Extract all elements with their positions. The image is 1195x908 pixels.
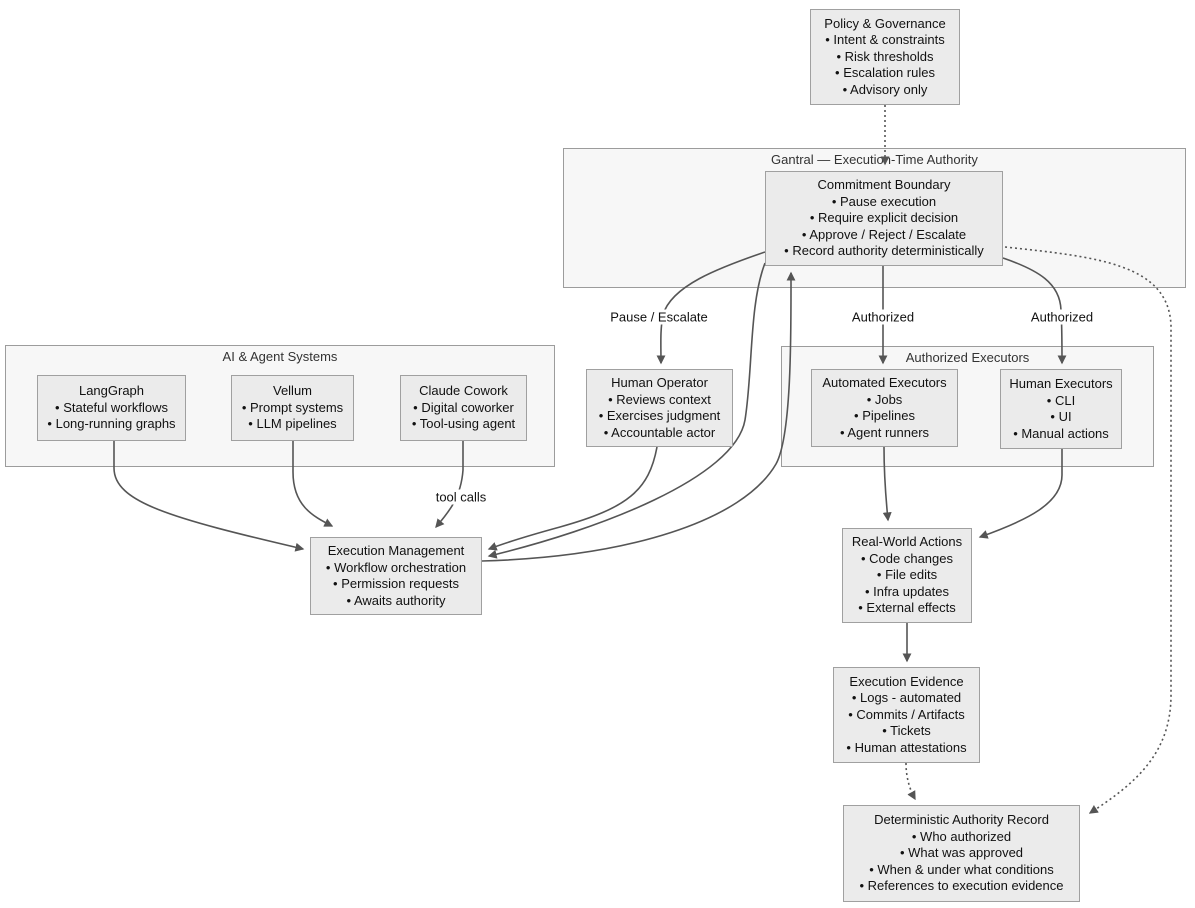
node-title: Human Operator — [611, 375, 708, 390]
node-bullet: • Escalation rules — [835, 65, 935, 81]
edge-label-boundary-to-humanexec: Authorized — [1030, 309, 1094, 325]
node-bullet: • Tickets — [882, 723, 931, 739]
container-label-ai-agent-systems: AI & Agent Systems — [222, 349, 338, 364]
node-bullet: • UI — [1050, 409, 1072, 424]
node-bullet: • Infra updates — [864, 583, 950, 599]
node-bullet: • Pause execution — [831, 193, 937, 209]
node-bullet: • Intent & constraints — [825, 32, 945, 48]
node-bullet: • Commits / Artifacts — [848, 706, 965, 722]
node-bullet: • Record authority deterministically — [784, 243, 984, 259]
node-title: Commitment Boundary — [817, 177, 951, 193]
node-title: Vellum — [272, 383, 313, 399]
node-bullet: • Awaits authority — [346, 592, 446, 608]
edge-label-boundary-to-operator: Pause / Escalate — [610, 309, 708, 325]
node-bullet: • Require explicit decision — [809, 210, 959, 226]
node-title: Automated Executors — [822, 375, 947, 390]
edge-label-boundary-to-automated: Authorized — [851, 309, 915, 325]
node-title: Execution Evidence — [849, 673, 964, 689]
container-label-authorized-executors: Authorized Executors — [905, 350, 1030, 365]
node-title: Deterministic Authority Record — [874, 812, 1049, 828]
container-label-gantral: Gantral — Execution-Time Authority — [771, 152, 978, 167]
node-bullet: • CLI — [1046, 392, 1076, 408]
node-bullet: • Logs - automated — [851, 690, 962, 706]
node-bullet: • When & under what conditions — [869, 861, 1054, 877]
node-bullet: • LLM pipelines — [248, 416, 337, 432]
node-bullet: • Manual actions — [1013, 425, 1109, 441]
node-bullet: • Who authorized — [911, 828, 1012, 844]
node-bullet: • Human attestations — [846, 739, 967, 755]
node-bullet: • Permission requests — [333, 576, 459, 591]
node-bullet: • Reviews context — [608, 391, 711, 407]
node-bullet: • Exercises judgment — [598, 408, 721, 423]
node-title: Execution Management — [327, 543, 465, 558]
node-bullet: • Risk thresholds — [836, 48, 934, 64]
node-title: LangGraph — [78, 383, 145, 399]
node-bullet: • Code changes — [860, 550, 953, 566]
edge-label-cowork-to-em: tool calls — [435, 489, 487, 505]
node-title: Claude Cowork — [419, 383, 508, 399]
node-bullet: • Jobs — [866, 391, 903, 407]
node-bullet: • Advisory only — [842, 81, 928, 97]
node-bullet: • Tool-using agent — [411, 416, 516, 432]
node-bullet: • Agent runners — [839, 424, 930, 440]
node-bullet: • Approve / Reject / Escalate — [801, 226, 967, 242]
node-bullet: • External effects — [858, 600, 956, 616]
node-bullet: • Accountable actor — [603, 424, 716, 440]
node-bullet: • What was approved — [899, 845, 1024, 861]
node-bullet: • Pipelines — [854, 408, 915, 423]
node-title: Human Executors — [1009, 376, 1113, 391]
node-bullet: • Long-running graphs — [47, 416, 176, 432]
node-title: Policy & Governance — [824, 15, 946, 31]
node-bullet: • Workflow orchestration — [325, 559, 467, 575]
node-bullet: • Prompt systems — [241, 399, 344, 415]
node-bullet: • Digital coworker — [413, 399, 514, 415]
node-bullet: • Stateful workflows — [55, 399, 168, 415]
node-title: Real-World Actions — [851, 534, 963, 550]
node-bullet: • References to execution evidence — [859, 878, 1064, 894]
node-bullet: • File edits — [876, 567, 938, 583]
